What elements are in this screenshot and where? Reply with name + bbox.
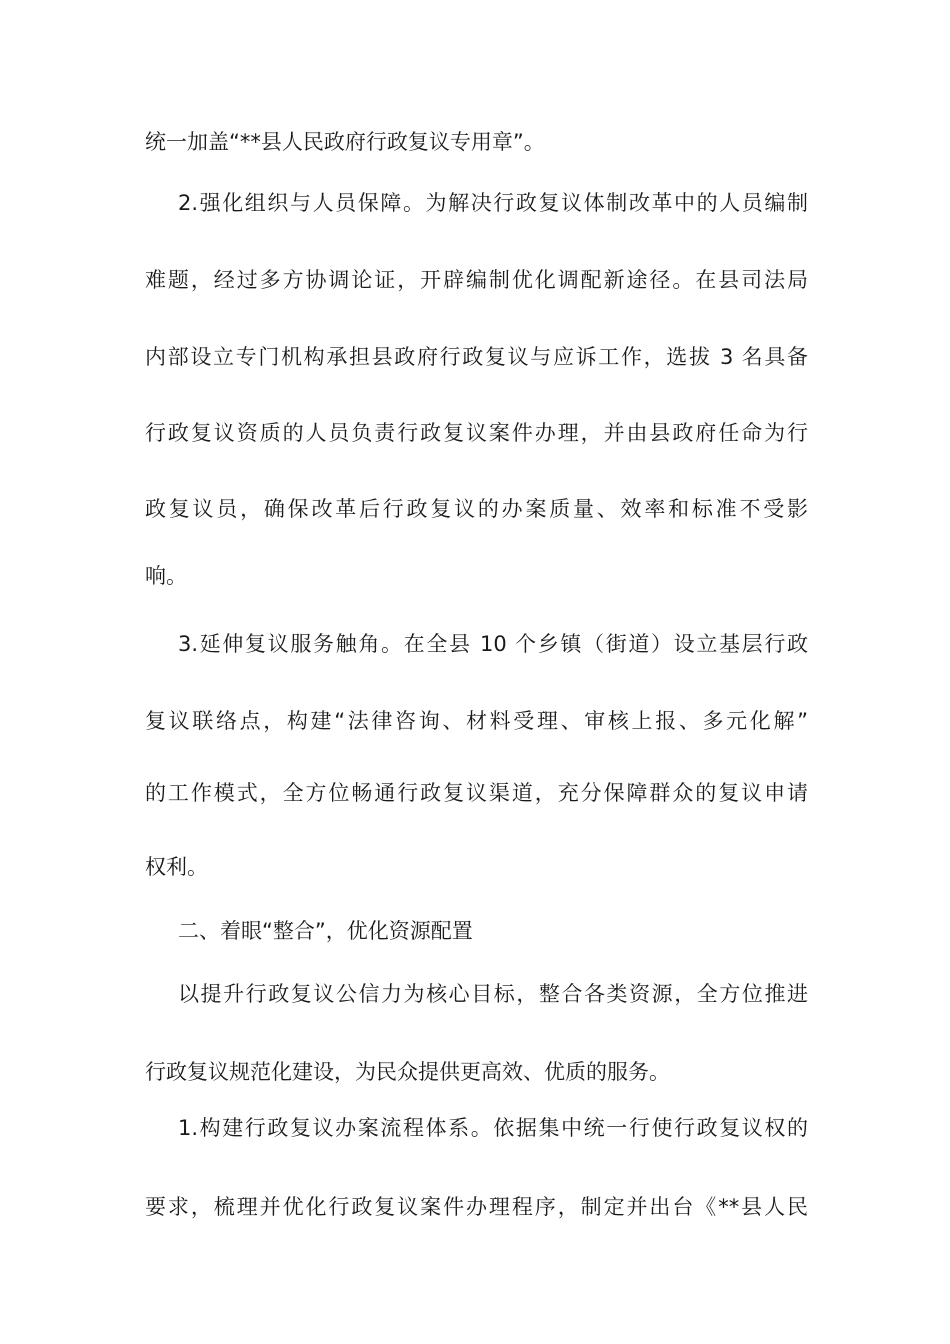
body-text-line: 难题，经过多方协调论证，开辟编制优化调配新途径。在县司法局: [145, 268, 808, 292]
body-text-line: 2.强化组织与人员保障。为解决行政复议体制改革中的人员编制: [178, 191, 808, 215]
body-text-line: 内部设立专门机构承担县政府行政复议与应诉工作，选拔 3 名具备: [145, 345, 808, 369]
body-text-line: 复议联络点，构建“法律咨询、材料受理、审核上报、多元化解”: [145, 709, 808, 733]
section-heading: 二、着眼“整合”，优化资源配置: [178, 919, 473, 943]
body-text-line: 1.构建行政复议办案流程体系。依据集中统一行使行政复议权的: [178, 1116, 808, 1140]
body-text-line: 行政复议规范化建设，为民众提供更高效、优质的服务。: [145, 1060, 670, 1084]
body-text-line: 3.延伸复议服务触角。在全县 10 个乡镇（街道）设立基层行政: [178, 632, 808, 656]
body-text-line: 政复议员，确保改革后行政复议的办案质量、效率和标准不受影: [145, 497, 808, 521]
body-text-line: 的工作模式，全方位畅通行政复议渠道，充分保障群众的复议申请: [145, 781, 808, 805]
body-text-line: 行政复议资质的人员负责行政复议案件办理，并由县政府任命为行: [145, 421, 808, 445]
body-text-line: 响。: [145, 564, 187, 588]
body-text-line: 统一加盖“**县人民政府行政复议专用章”。: [145, 130, 545, 154]
body-text-line: 要求，梳理并优化行政复议案件办理程序，制定并出台《**县人民: [145, 1195, 808, 1219]
body-text-line: 以提升行政复议公信力为核心目标，整合各类资源，全方位推进: [178, 982, 808, 1006]
body-text-line: 权利。: [145, 855, 208, 879]
